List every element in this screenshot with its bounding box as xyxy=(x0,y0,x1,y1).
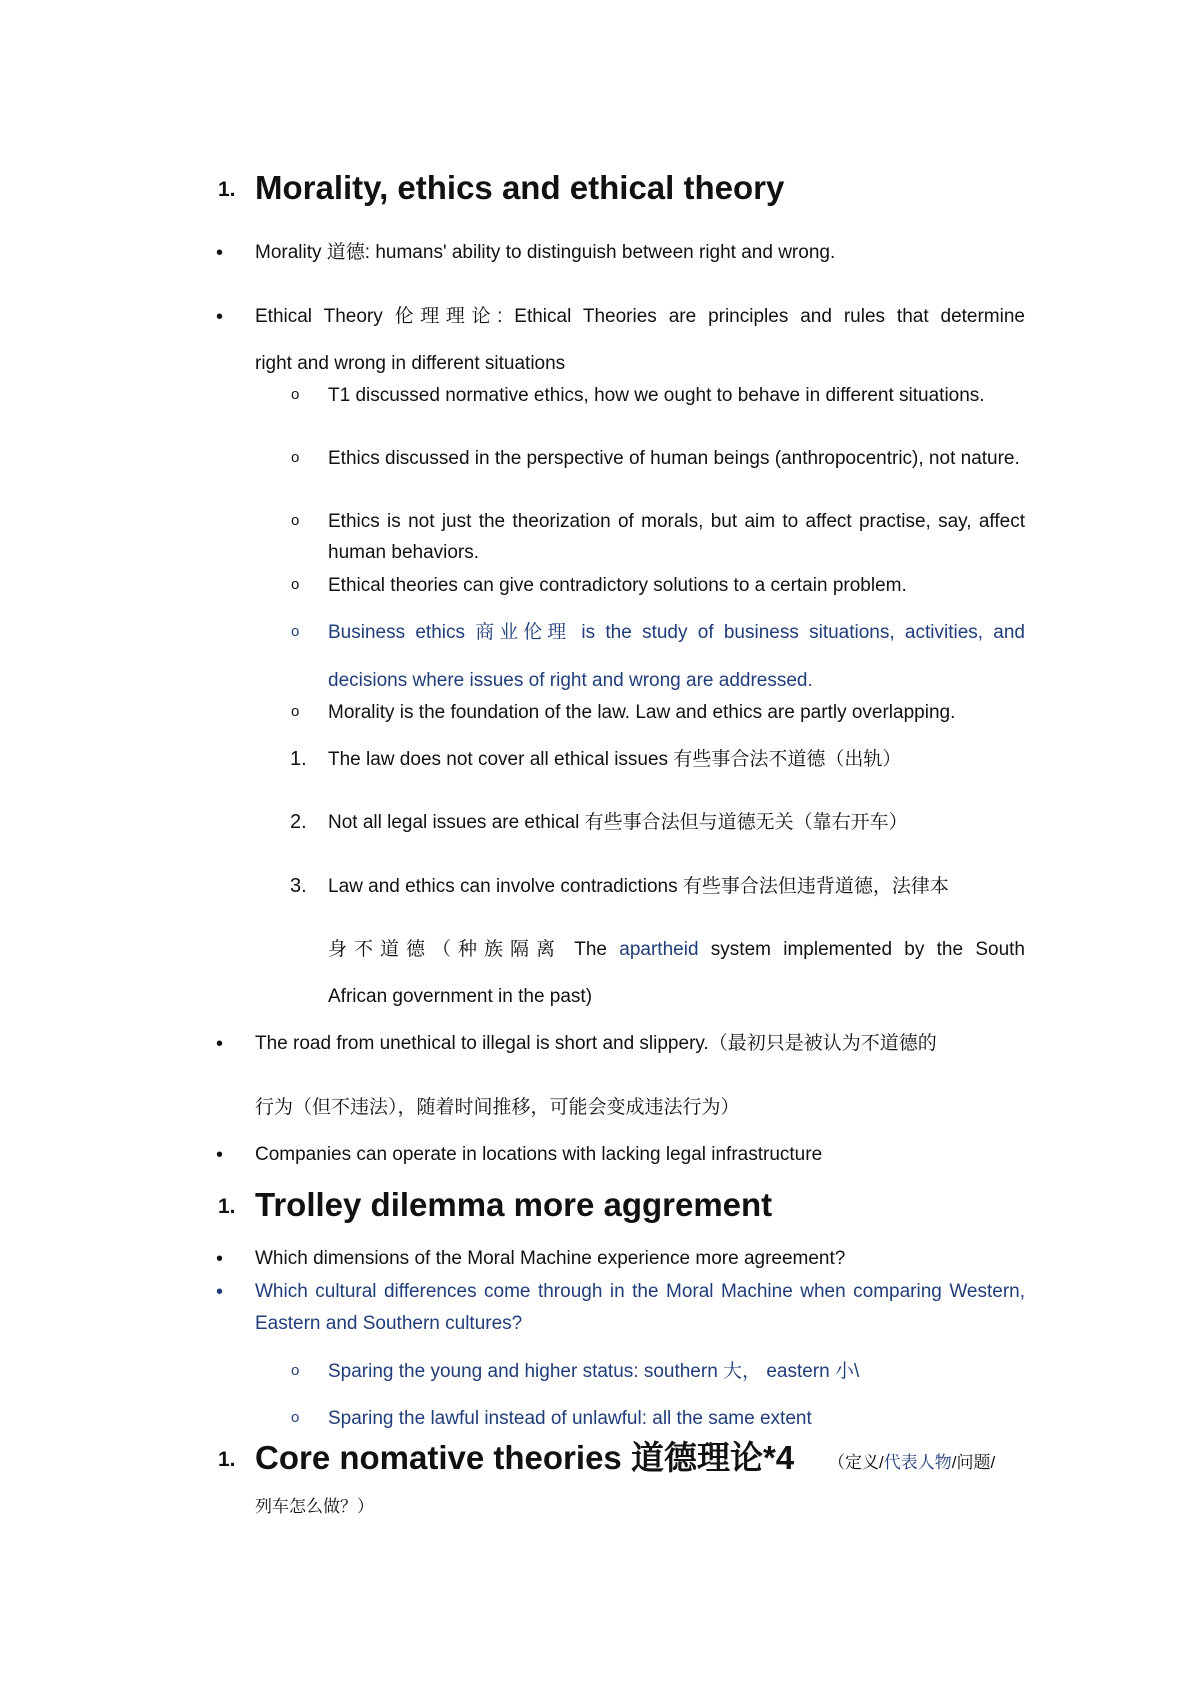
numbered-item-text: 身不道德（种族隔离 The xyxy=(328,939,620,960)
circle-bullet-icon: o xyxy=(291,449,300,466)
bullet-icon: • xyxy=(216,1281,224,1303)
sub-item-business-ethics xyxy=(291,617,1025,648)
bullet-trolley-q1 xyxy=(216,1244,1025,1274)
section-note xyxy=(828,1448,995,1473)
bullet-morality xyxy=(216,238,1025,268)
numbered-item-text: Law and ethics can involve contradictions 有些事合法但违背道德，法律本 xyxy=(328,876,949,897)
bullet-text: 行为（但不违法），随着时间推移，可能会变成违法行为） xyxy=(255,1097,740,1118)
bullet-icon: • xyxy=(216,1144,224,1166)
section-title: Trolley dilemma more aggrement xyxy=(255,1186,773,1223)
sub-item-text: Sparing the young and higher status: southern 大， eastern 小\ xyxy=(328,1361,860,1382)
bullet-ethical-theory xyxy=(216,302,1025,332)
sub-item-text: Ethical theories can give contradictory solutions to a certain problem. xyxy=(328,575,907,596)
numbered-item xyxy=(290,871,1025,902)
bullet-road xyxy=(216,1029,1025,1059)
numbered-item xyxy=(290,744,1025,775)
bullet-text: Which dimensions of the Moral Machine experience more agreement? xyxy=(255,1248,846,1269)
sub-item-text: decisions where issues of right and wrong are addressed. xyxy=(328,670,813,691)
sub-item-text: Morality is the foundation of the law. Law and ethics are partly overlapping. xyxy=(328,702,956,723)
numbered-item-text: The law does not cover all ethical issues 有些事合法不道德（出轨） xyxy=(328,749,902,770)
circle-bullet-icon: o xyxy=(291,1409,300,1426)
numbered-item xyxy=(290,807,1025,838)
bullet-icon: • xyxy=(216,1033,224,1055)
circle-bullet-icon: o xyxy=(291,512,300,529)
bullet-ethical-theory-cont xyxy=(255,349,1025,379)
section-note-cont xyxy=(255,1492,374,1517)
section-number: 1. xyxy=(218,1195,236,1218)
item-number: 3. xyxy=(290,875,307,897)
sub-item xyxy=(291,380,1025,411)
numbered-item-text: system implemented by the South xyxy=(698,939,1025,960)
numbered-item-text: African government in the past) xyxy=(328,986,593,1007)
section-title: Morality, ethics and ethical theory xyxy=(255,169,785,206)
circle-bullet-icon: o xyxy=(291,703,300,720)
note-text: （定义 xyxy=(828,1453,879,1472)
numbered-item-text: Not all legal issues are ethical 有些事合法但与道德无关（靠右开车） xyxy=(328,812,908,833)
bullet-text: Ethical Theory 伦理理论: Ethical Theories are principles and rules that determine xyxy=(255,306,1025,327)
item-number: 1. xyxy=(290,748,307,770)
sub-item xyxy=(291,443,1025,474)
note-text: 列车怎么做？） xyxy=(255,1497,374,1516)
sub-item-text: Ethics discussed in the perspective of human beings (anthropocentric), not nature. xyxy=(328,448,1020,469)
bullet-icon: • xyxy=(216,242,224,264)
sub-item-text: Sparing the lawful instead of unlawful: all the same extent xyxy=(328,1408,812,1429)
numbered-item-cont xyxy=(328,934,1025,965)
circle-bullet-icon: o xyxy=(291,386,300,403)
bullet-trolley-q2 xyxy=(216,1276,1025,1340)
numbered-item-cont xyxy=(328,981,1025,1012)
circle-bullet-icon: o xyxy=(291,576,300,593)
item-number: 2. xyxy=(290,811,307,833)
sub-item xyxy=(291,697,1025,728)
circle-bullet-icon: o xyxy=(291,623,300,640)
sub-item xyxy=(291,1403,1025,1434)
bullet-companies xyxy=(216,1140,1025,1170)
bullet-road-cont xyxy=(255,1093,1025,1123)
sub-item xyxy=(291,506,1025,568)
bullet-icon: • xyxy=(216,1248,224,1270)
sub-item-text: Ethics is not just the theorization of morals, but aim to affect practise, say, affect human behaviors. xyxy=(328,511,1025,563)
bullet-text: Which cultural differences come through in the Moral Machine when comparing Western, Eastern and Southern cultures? xyxy=(255,1281,1025,1334)
bullet-text: Companies can operate in locations with lacking legal infrastructure xyxy=(255,1144,823,1165)
sub-item-text: Business ethics 商业伦理 is the study of business situations, activities, and xyxy=(328,622,1025,643)
circle-bullet-icon: o xyxy=(291,1362,300,1379)
section-title: Core nomative theories 道德理论*4 xyxy=(255,1439,795,1476)
note-text: 代表人物 xyxy=(883,1453,952,1472)
bullet-text: right and wrong in different situations xyxy=(255,353,566,374)
section-number: 1. xyxy=(218,1448,236,1471)
sub-item xyxy=(291,570,1025,601)
sub-item xyxy=(291,1356,1025,1387)
note-text: / xyxy=(879,1453,884,1472)
sub-item-text: T1 discussed normative ethics, how we ought to behave in different situations. xyxy=(328,385,985,406)
section-number: 1. xyxy=(218,178,236,201)
bullet-icon: • xyxy=(216,306,224,328)
apartheid-term: apartheid xyxy=(619,939,699,960)
note-text: /问题/ xyxy=(951,1453,996,1472)
bullet-text: The road from unethical to illegal is short and slippery.（最初只是被认为不道德的 xyxy=(255,1033,937,1054)
bullet-text: Morality 道德: humans' ability to distinguish between right and wrong. xyxy=(255,242,836,263)
sub-item-business-ethics-cont xyxy=(328,665,1025,696)
